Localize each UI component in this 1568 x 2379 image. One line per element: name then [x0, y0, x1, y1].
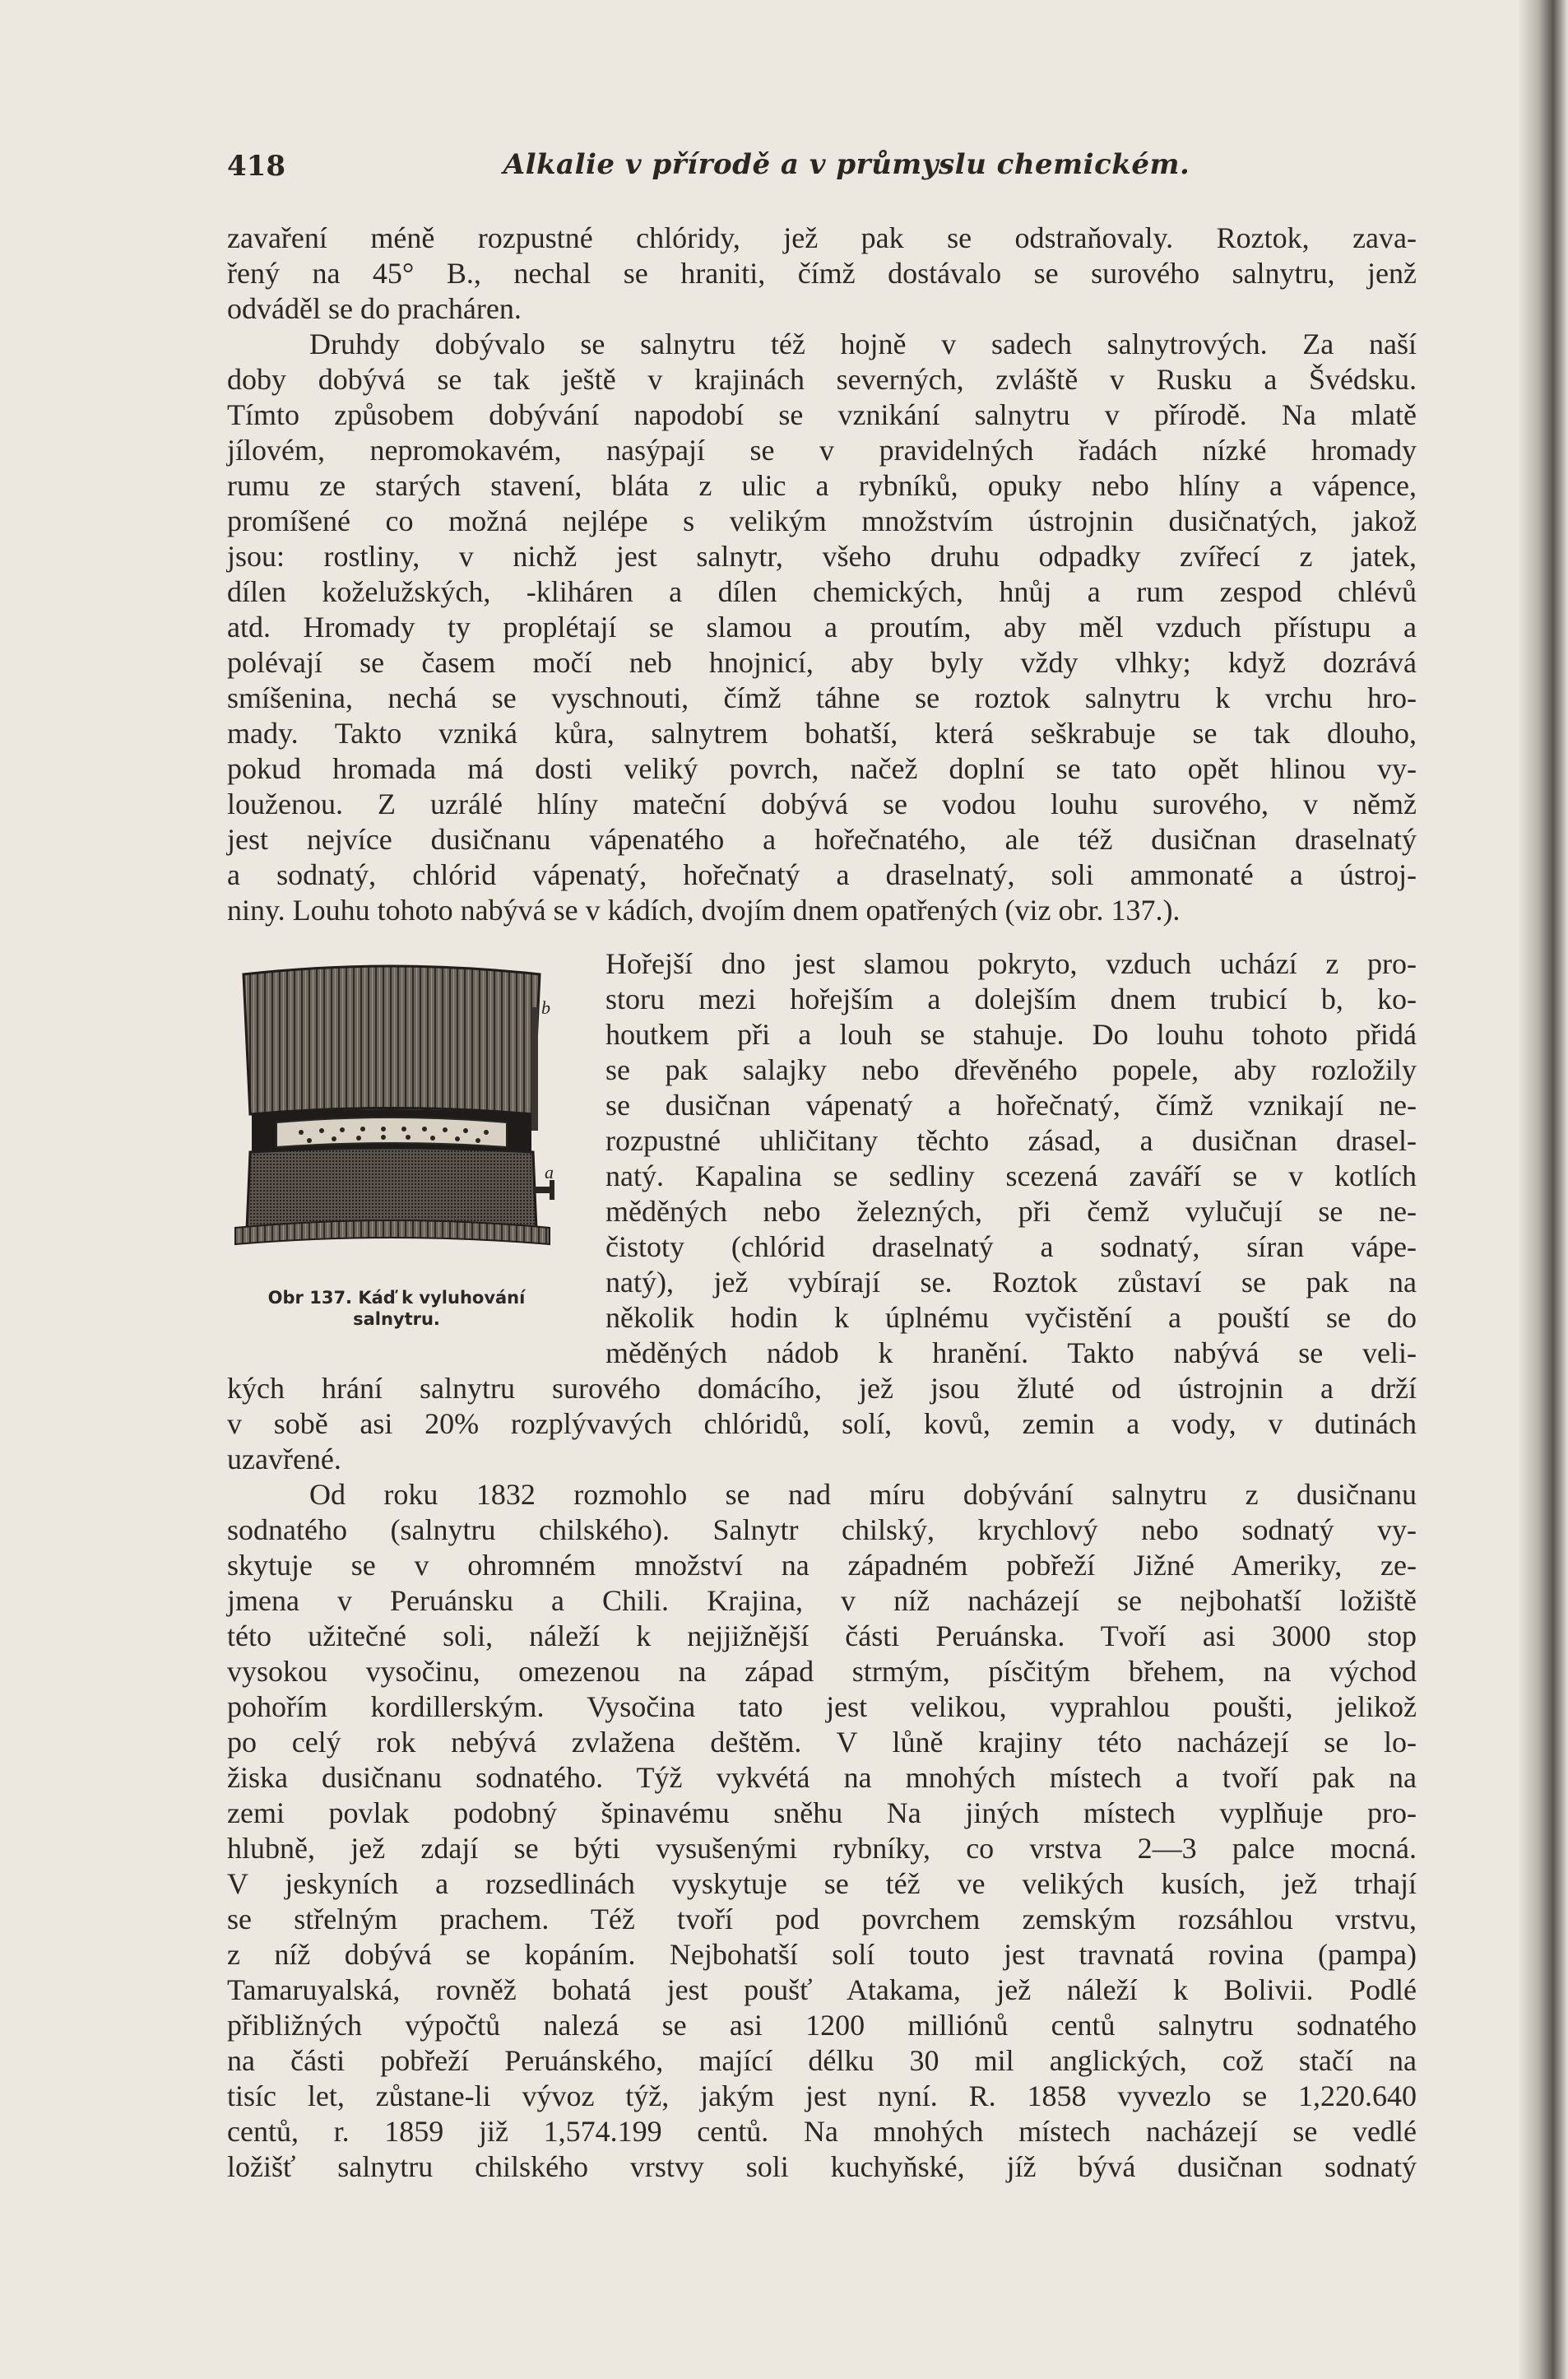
text-line: Druhdy dobývalo se salnytru též hojně v sadech salnytrových. Za naší [309, 328, 1417, 360]
text-line: v sobě asi 20% rozplývavých chlóridů, solí, kovů, zemin a vody, v dutinách [227, 1407, 1417, 1440]
text-line: Tímto způsobem dobývání napodobí se vznikání salnytru v přírodě. Na mlatě [227, 398, 1417, 431]
paragraph-2 [227, 327, 1417, 928]
text-line: odváděl se do pracháren. [227, 292, 522, 325]
text-line: tisíc let, zůstane-li vývoz týž, jakým jest nyní. R. 1858 vyvezlo se 1,220.640 [227, 2079, 1417, 2112]
text-line: na části pobřeží Peruánského, mající délku 30 mil anglických, což stačí na [227, 2044, 1417, 2077]
paragraph-3 [227, 1477, 1417, 2185]
text-line: řený na 45° B., nechal se hraniti, čímž dostávalo se surového salnytru, jenž [227, 257, 1417, 290]
text-line: zavaření méně rozpustné chlóridy, jež pak se odstraňovaly. Roztok, zava- [227, 221, 1417, 254]
caption-line: salnytru. [353, 1309, 440, 1329]
text-line: skytuje se v ohromném množství na západném pobřeží Jižné Ameriky, ze- [227, 1549, 1417, 1582]
text-line: se dusičnan vápenatý a hořečnatý, čímž vznikají ne- [605, 1089, 1417, 1122]
text-line: žiska dusičnanu sodnatého. Týž vykvétá na mnohých místech a tvoří pak na [227, 1761, 1417, 1794]
text-line: mady. Takto vzniká kůra, salnytrem bohatší, která seškrabuje se tak dlouho, [227, 717, 1417, 750]
text-line: Tamaruyalská, rovněž bohatá jest poušť Atakama, jež náleží k Bolivii. Podlé [227, 1973, 1417, 2006]
label-b: b [541, 997, 550, 1018]
text-line: čistoty (chlórid draselnatý a sodnatý, síran vápe- [605, 1230, 1417, 1263]
text-line: storu mezi hořejším a dolejším dnem trubicí b, ko- [605, 983, 1417, 1015]
text-line: sodnatého (salnytru chilského). Salnytr chilský, krychlový nebo sodnatý vy- [227, 1513, 1417, 1546]
text-line: z níž dobývá se kopáním. Nejbohatší solí touto jest travnatá rovina (pampa) [227, 1938, 1417, 1971]
figure-caption [227, 1287, 566, 1330]
text-line: se pak salajky nebo dřevěného popele, aby rozložily [605, 1053, 1417, 1086]
text-line: jmena v Peruánsku a Chili. Krajina, v níž nacházejí se nejbohatší ložiště [227, 1584, 1417, 1617]
figure-137 [227, 950, 566, 1345]
caption-line: Obr 137. Káď k vyluhování [267, 1288, 526, 1308]
text-line: hlubně, jež zdají se býti vysušenými rybníky, co vrstva 2—3 palce mocná. [227, 1832, 1417, 1865]
text-line: po celý rok nebývá zvlažena deštěm. V lůně krajiny této nacházejí se lo- [227, 1726, 1417, 1759]
text-line: niny. Louhu tohoto nabývá se v kádích, dvojím dnem opatřených (viz obr. 137.). [227, 894, 1181, 927]
text-line: rumu ze starých stavení, bláta z ulic a rybníků, opuky nebo hlíny a vápence, [227, 469, 1417, 502]
wrapped-text [605, 946, 1417, 1371]
text-line: vysokou vysočinu, omezenou na západ strmým, písčitým břehem, na východ [227, 1655, 1417, 1688]
running-title: Alkalie v přírodě a v průmyslu chemickém. [503, 148, 1190, 181]
text-line: přibližných výpočtů nalezá se asi 1200 milliónů centů salnytru sodnatého [227, 2009, 1417, 2042]
text-line: Hořejší dno jest slamou pokryto, vzduch uchází z pro- [605, 947, 1417, 980]
text-line: této užitečné soli, náleží k nejjižnější části Peruánska. Tvoří asi 3000 stop [227, 1619, 1417, 1652]
text-line: smíšenina, nechá se vyschnouti, čímž táhne se roztok salnytru k vrchu hro- [227, 681, 1417, 714]
text-line: promíšené co možná nejlépe s velikým množstvím ústrojnin dusičnatých, jakož [227, 504, 1417, 537]
text-line: centů, r. 1859 již 1,574.199 centů. Na mnohých místech nacházejí se vedlé [227, 2115, 1417, 2148]
text-line: ložišť salnytru chilského vrstvy soli kuchyňské, jíž bývá dusičnan sodnatý [227, 2150, 1417, 2183]
text-line: dílen koželužských, -kliháren a dílen chemických, hnůj a rum zespod chlévů [227, 575, 1417, 608]
paragraph-2-end [227, 1371, 1417, 1477]
text-line: atd. Hromady ty proplétají se slamou a proutím, aby měl vzduch přístupu a [227, 611, 1417, 644]
text-line: jest nejvíce dusičnanu vápenatého a hořečnatého, ale též dusičnan draselnatý [227, 823, 1417, 856]
text-line: jílovém, nepromokavém, nasýpají se v pravidelných řadách nízké hromady [227, 434, 1417, 467]
leaching-vat-illustration [227, 950, 566, 1279]
page-number: 418 [227, 150, 285, 183]
text-line: Od roku 1832 rozmohlo se nad míru dobývání salnytru z dusičnanu [309, 1478, 1417, 1511]
text-line: jsou: rostliny, v nichž jest salnytr, všeho druhu odpadky zvířecí z jatek, [227, 540, 1417, 573]
text-line: uzavřené. [227, 1443, 341, 1475]
text-line: a sodnatý, chlórid vápenatý, hořečnatý a draselnatý, soli ammonaté a ústroj- [227, 858, 1417, 891]
text-line: měděných nebo železných, při čemž vylučují se ne- [605, 1195, 1417, 1228]
body-text-continued [227, 1371, 1417, 2185]
text-line: se střelným prachem. Též tvoří pod povrchem zemským rozsáhlou vrstvu, [227, 1903, 1417, 1935]
text-line: louženou. Z uzrálé hlíny mateční dobývá se vodou louhu surového, v němž [227, 788, 1417, 820]
text-line: měděných nádob k hranění. Takto nabývá se veli- [605, 1336, 1417, 1369]
text-line: několik hodin k úplnému vyčistění a pouští se do [605, 1301, 1417, 1334]
text-line: zemi povlak podobný špinavému sněhu Na jiných místech vyplňuje pro- [227, 1796, 1417, 1829]
text-line: natý. Kapalina se sedliny scezená zaváří se v kotlích [605, 1159, 1417, 1192]
label-a: a [545, 1162, 554, 1183]
text-line: houtkem při a louh se stahuje. Do louhu tohoto přidá [605, 1018, 1417, 1051]
text-line: pohořím kordillerským. Vysočina tato jest velikou, vyprahlou poušti, jelikož [227, 1690, 1417, 1723]
text-line: natý), jež vybírají se. Roztok zůstaví se pak na [605, 1266, 1417, 1299]
scan-page-edge [1519, 0, 1568, 2379]
text-line: kých hrání salnytru surového domácího, jež jsou žluté od ústrojnin a drží [227, 1372, 1417, 1405]
text-line: doby dobývá se tak ještě v krajinách severných, zvláště v Rusku a Švédsku. [227, 363, 1417, 396]
page-header [227, 145, 1417, 194]
text-line: polévají se časem močí neb hnojnicí, aby byly vždy vlhky; když dozrává [227, 646, 1417, 679]
text-line: V jeskyních a rozsedlinách vyskytuje se též ve velikých kusích, jež trhají [227, 1867, 1417, 1900]
body-text [227, 221, 1417, 928]
text-line: rozpustné uhličitany těchto zásad, a dusičnan drasel- [605, 1124, 1417, 1157]
text-line: pokud hromada má dosti veliký povrch, načež doplní se tato opět hlinou vy- [227, 752, 1417, 785]
paragraph-1 [227, 221, 1417, 327]
